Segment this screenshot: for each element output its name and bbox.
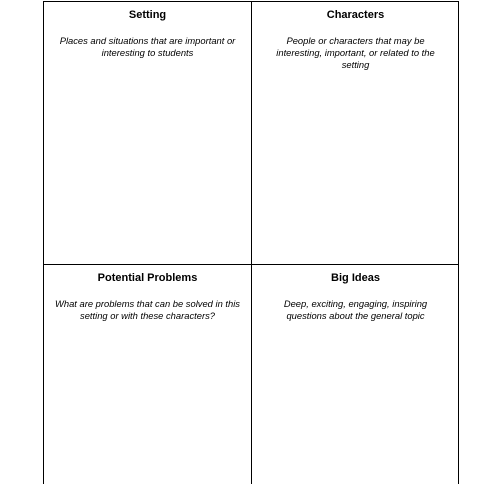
big-ideas-heading: Big Ideas: [331, 272, 380, 284]
characters-cell[interactable]: [252, 2, 459, 265]
setting-heading: Setting: [128, 9, 167, 21]
big-ideas-description: Deep, exciting, engaging, inspiring questions about the general topic: [283, 298, 428, 321]
setting-cell[interactable]: [44, 2, 252, 265]
potential-problems-cell[interactable]: [44, 265, 252, 484]
characters-heading: Characters: [326, 9, 385, 21]
brainstorm-grid-table: [43, 1, 459, 484]
potential-problems-heading: Potential Problems: [97, 272, 198, 284]
big-ideas-cell[interactable]: [252, 265, 459, 484]
characters-description: People or characters that may be interesting, important, or related to the setting: [276, 35, 435, 70]
setting-description: Places and situations that are important or interesting to students: [59, 35, 236, 58]
potential-problems-description: What are problems that can be solved in this setting or with these characters?: [55, 298, 240, 321]
